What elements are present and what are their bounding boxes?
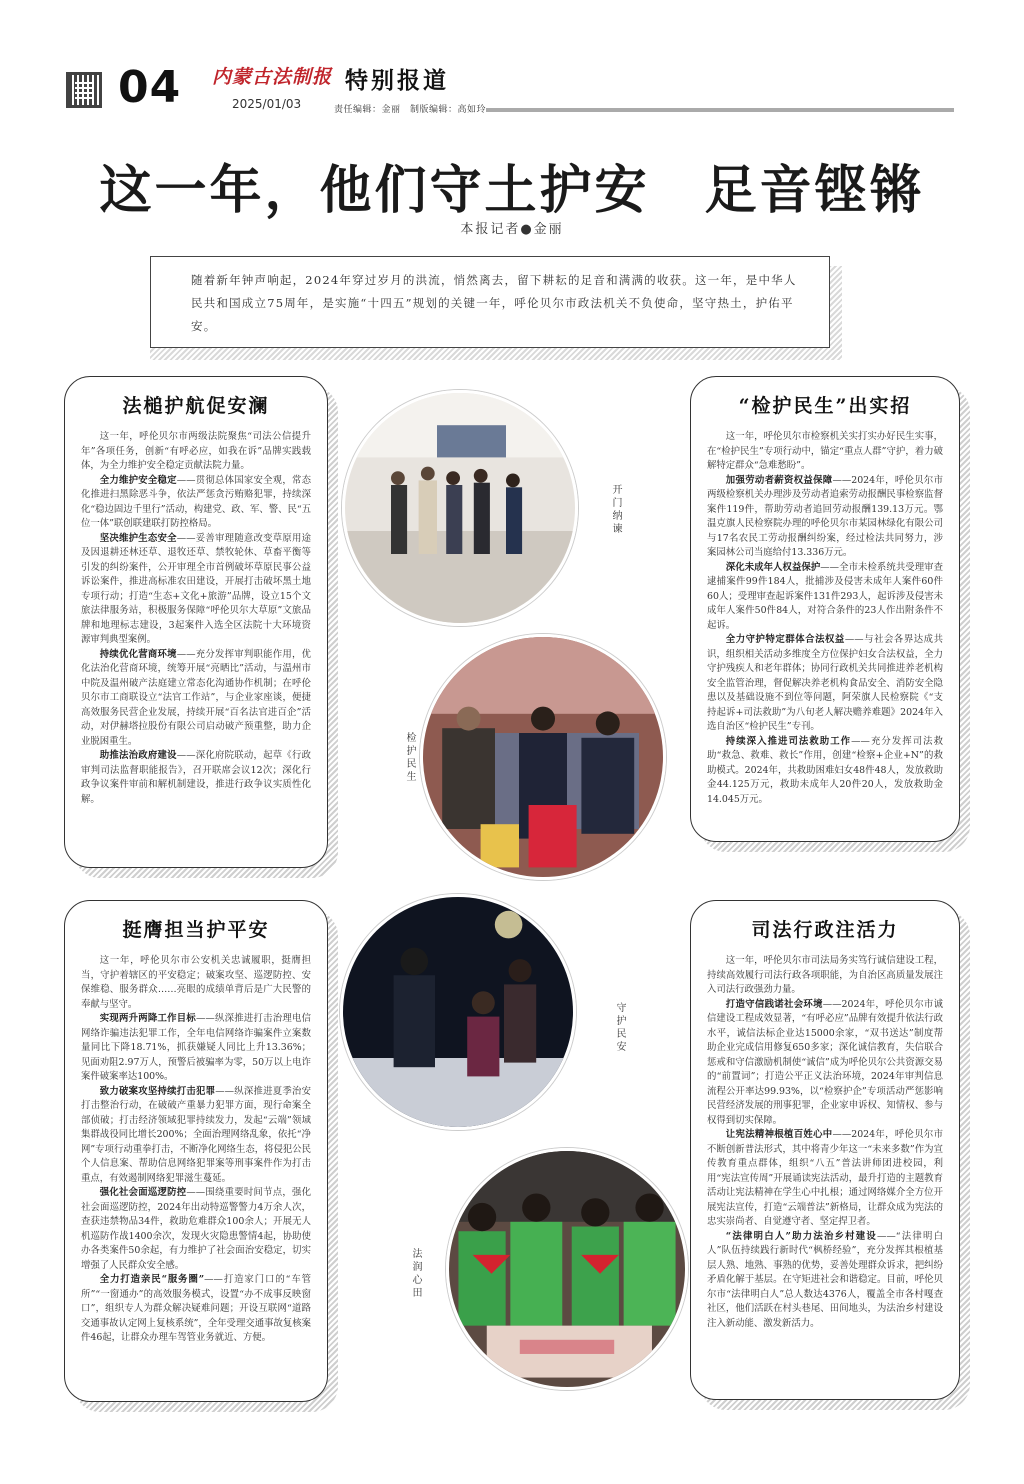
article-paragraph: 持续深入推进司法救助工作——充分发挥司法救助“救急、救难、救长”作用，创建“检察+企业+N”的救助模式。2024年，共救助困难妇女48件48人，发放救助金44.125万元，救助未成年人20件20人，发放救助金14.045万元。 <box>707 735 943 805</box>
photo-students-law-education <box>446 1148 688 1390</box>
subhead: 全力守护特定群体合法权益 <box>725 634 845 645</box>
section-title: 特别报道 <box>345 67 449 94</box>
article-paragraph: 助推法治政府建设——深化府院联动，起草《行政审判司法监督职能报告》，召开联席会议12次；深化行政争议案件审前和解机制建设，推进行政争议实质性化解。 <box>81 750 311 805</box>
photo-open-door-consultation <box>342 390 578 626</box>
subhead: 强化社会面巡逻防控 <box>99 1187 187 1198</box>
article-title: 法槌护航促安澜 <box>122 395 270 417</box>
article-paragraph: 打造守信践诺社会环境——2024年，呼伦贝尔市诚信建设工程成效显著，“有呼必应”品牌有效提升依法行政水平，诚信法标企业达15000余家，“双书送达”制度帮助企业完成信用修复650多家；深化诚信教育，失信联合惩戒和守信激励机制使“诚信”成为呼伦贝尔公共资源交易的“前置词”；打造公平正义法治环境，2024年审判信息流程公开率达99.93%，以“检察护企”专项活动严惩影响民营经济发展的刑事犯罪，企业家申诉权、知情权、参与权得到切实保障。 <box>707 998 943 1126</box>
subhead: 让宪法精神根植百姓心中 <box>725 1129 833 1140</box>
article-lead: 这一年，呼伦贝尔市公安机关忠诚履职，挺膺担当，守护着辖区的平安稳定；破案攻坚、巡逻防控、安保维稳、服务群众……亮眼的成绩单背后是广大民警的奉献与坚守。 <box>81 955 311 1010</box>
newspaper-logo: 内蒙古法制报 <box>212 66 333 88</box>
photo-caption: 守护民安 <box>614 1002 625 1054</box>
page-number: 04 <box>118 62 182 113</box>
photo-caption: 检护民生 <box>404 732 415 784</box>
subhead: 全力维护安全稳定 <box>99 474 177 486</box>
article-paragraph: 致力破案攻坚持续打击犯罪——纵深推进夏季治安打击整治行动，在破破产重暴力犯罪方面，现行命案全部侦破；打击经济领域犯罪持续发力，发起“云端”领域集群战役同比增长200%；全面治理网络乱象，依托“净网”专项行动重拳打击，不断净化网络生态，将侵犯公民个人信息案、帮助信息网络犯罪案等刑事案件作为打击重点，有效遏制网络犯罪滋生蔓延。 <box>81 1085 311 1184</box>
subhead: 致力破案攻坚持续打击犯罪 <box>99 1085 216 1097</box>
article-police <box>64 900 328 1402</box>
photo-procuratorate-visit <box>420 634 666 880</box>
article-paragraph: “法律明白人”助力法治乡村建设——“法律明白人”队伍持续践行新时代“枫桥经验”，充分发挥其根植基层人熟、地熟、事熟的优势，妥善处理群众诉求，把纠纷矛盾化解于基层。在守矩进社会和谐稳定。目前，呼伦贝尔市“法律明白人”总人数达4376人，覆盖全市各村嘎查社区，他们活跃在村头巷尾、田间地头，为法治乡村建设注入新动能、激发新活力。 <box>707 1230 943 1329</box>
article-lead: 这一年，呼伦贝尔市两级法院聚焦“司法公信提升年”各项任务，创新“有呼必应，如我在诉”品牌实践载体，为全力维护安全稳定贡献法院力量。 <box>81 431 311 471</box>
article-paragraph: 深化未成年人权益保护——全市未检系统共受理审查逮捕案件99件184人，批捕涉及侵害未成年人案件60件60人；受理审查起诉案件131件293人，起诉涉及侵害未成年人案件50件84人，对符合条件的23人作出附条件不起诉。 <box>707 561 943 631</box>
subhead: 坚决维护生态安全 <box>99 532 177 544</box>
headline: 这一年，他们守土护安 足音铿锵 <box>99 160 925 221</box>
intro-text: 随着新年钟声响起，2024年穿过岁月的洪流，悄然离去，留下耕耘的足音和满满的收获。这一年，是中华人民共和国成立75周年，是实施“十四五”规划的关键一年，呼伦贝尔市政法机关不负使命，坚守热土，护佑平安。 <box>150 256 830 348</box>
qr-code-icon <box>66 72 102 108</box>
header-rule <box>486 108 954 112</box>
article-paragraph: 全力打造亲民“服务圈”——打造家门口的“车管所”“一窗通办”的高效服务模式，设置“办不成事反映窗口”，组织专人为群众解决疑难问题；开设互联网“道路交通事故认定网上复核系统”，全年受理交通事故复核案件46起，让群众办理车驾管业务就近、方便。 <box>81 1274 311 1343</box>
article-title: “检护民生”出实招 <box>738 395 912 417</box>
subhead: 加强劳动者薪资权益保障 <box>725 474 833 486</box>
article-court <box>64 376 328 868</box>
subhead: “法律明白人”助力法治乡村建设 <box>725 1230 877 1242</box>
subhead: 实现两升两降工作目标 <box>99 1013 197 1024</box>
article-paragraph: 全力守护特定群体合法权益——与社会各界达成共识，组织相关活动多维度全方位保护妇女合法权益，全力守护残疾人和老年群体；协同行政机关共同推进养老机构安全监管治理，督促解决养老机构食品安全、消防安全隐患以及基础设施不到位等问题，阿荣旗人民检察院《“支持起诉+司法救助”为八旬老人解决赡养难题》2024年入选自治区“检护民生”专刊。 <box>707 634 943 732</box>
article-paragraph: 让宪法精神根植百姓心中——2024年，呼伦贝尔市不断创新普法形式，其中将青少年这一“未来多数”作为宣传教育重点群体，组织“八五”普法讲师团进校园，利用“宪法宣传周”开展诵读宪法活动，最升打造的主题教育活动让宪法精神在学生心中扎根；通过网络媒介全方位开展宪法宣传，打造“云端普法”新格局，让群众成为宪法的忠实崇尚者、自觉遵守者、坚定捍卫者。 <box>707 1129 944 1227</box>
subhead: 助推法治政府建设 <box>99 750 177 761</box>
article-procuratorate <box>690 376 960 842</box>
article-paragraph: 加强劳动者薪资权益保障——2024年，呼伦贝尔市两级检察机关办理涉及劳动者追索劳动报酬民事检察监督案件119件，帮助劳动者追回劳动报酬139.13万元。鄂温克旗人民检察院办理的呼伦贝尔市某园林绿化有限公司与17名农民工劳动报酬纠纷案，经过检法共同努力，涉案园林公司当庭给付13.336万元。 <box>707 474 944 558</box>
article-paragraph: 持续优化营商环境——充分发挥审判职能作用，优化法治化营商环境，统筹开展“亮晒比”活动，与温州市中院及温州破产法庭建立常态化沟通协作机制；在呼伦贝尔市工商联设立“法官工作站”，与企业家座谈，便捷高效服务民营企业发展，持续开展“百名法官进百企”活动，对伊赫塔拉股份有限公司启动破产预重整，助力企业脱困重生。 <box>81 648 311 747</box>
article-paragraph: 全力维护安全稳定——贯彻总体国家安全观，常态化推进扫黑除恶斗争，依法严惩贪污贿赂犯罪，持续深化“稳边固边千里行”活动，构建党、政、军、警、民“五位一体”联创联建联打防控格局。 <box>81 474 312 529</box>
photo-caption: 开门纳谏 <box>610 484 621 536</box>
article-lead: 这一年，呼伦贝尔市司法局务实笃行诚信建设工程，持续高效履行司法行政各项职能，为自治区高质量发展注入司法行政强劲力量。 <box>707 955 943 995</box>
subhead: 深化未成年人权益保护 <box>725 561 821 573</box>
subhead: 持续深入推进司法救助工作 <box>725 735 852 747</box>
byline: 本报记者●金丽 <box>460 222 564 237</box>
photo-caption: 法润心田 <box>410 1248 421 1300</box>
editor-credits: 责任编辑：金丽 制版编辑：高如玲 <box>334 105 487 115</box>
article-paragraph: 强化社会面巡逻防控——围绕重要时间节点，强化社会面巡逻防控，2024年出动特巡警警力4万余人次，查获违禁物品34件，救助危难群众100余人；开展无人机巡防作战1400余次，发现火灾隐患警情4起，协助使办各类案件50余起，有力维护了社会面治安稳定，切实增强了人民群众安全感。 <box>81 1187 311 1271</box>
article-justice <box>690 900 960 1400</box>
intro-box <box>150 256 830 348</box>
subhead: 全力打造亲民“服务圈” <box>99 1274 205 1285</box>
article-title: 司法行政注活力 <box>751 919 899 941</box>
issue-date: 2025/01/03 <box>232 97 302 111</box>
subhead: 打造守信践诺社会环境 <box>725 998 823 1010</box>
article-lead: 这一年，呼伦贝尔市检察机关实打实办好民生实事，在“检护民生”专项行动中，锚定“重点人群”守护，着力破解特定群众“急难愁盼”。 <box>707 431 943 471</box>
photo-police-guarding <box>340 894 576 1130</box>
article-title: 挺膺担当护平安 <box>122 919 270 941</box>
subhead: 持续优化营商环境 <box>99 648 177 660</box>
article-paragraph: 实现两升两降工作目标——纵深推进打击治理电信网络诈骗违法犯罪工作，全年电信网络诈骗案件立案数量同比下降18.71%，抓获嫌疑人同比上升13.36%；见面劝阻2.97万人，预警后被骗率为零，50万以上电诈案件破案率达100%。 <box>81 1013 311 1082</box>
article-paragraph: 坚决维护生态安全——妥善审理随意改变草原用途及因退耕还林还草、退牧还草、禁牧轮休、草畜平衡等引发的纠纷案件，公开审理全市首例破坏草原民事公益诉讼案件，推进高标准农田建设，开展打击破坏黑土地专项行动；打造“生态+文化+旅游”品牌，设立15个文旅法律服务站，积极服务保障“呼伦贝尔大草原”文旅品牌和地理标志建设，3起案件入选全区法院十大环境资源审判典型案例。 <box>81 532 311 645</box>
